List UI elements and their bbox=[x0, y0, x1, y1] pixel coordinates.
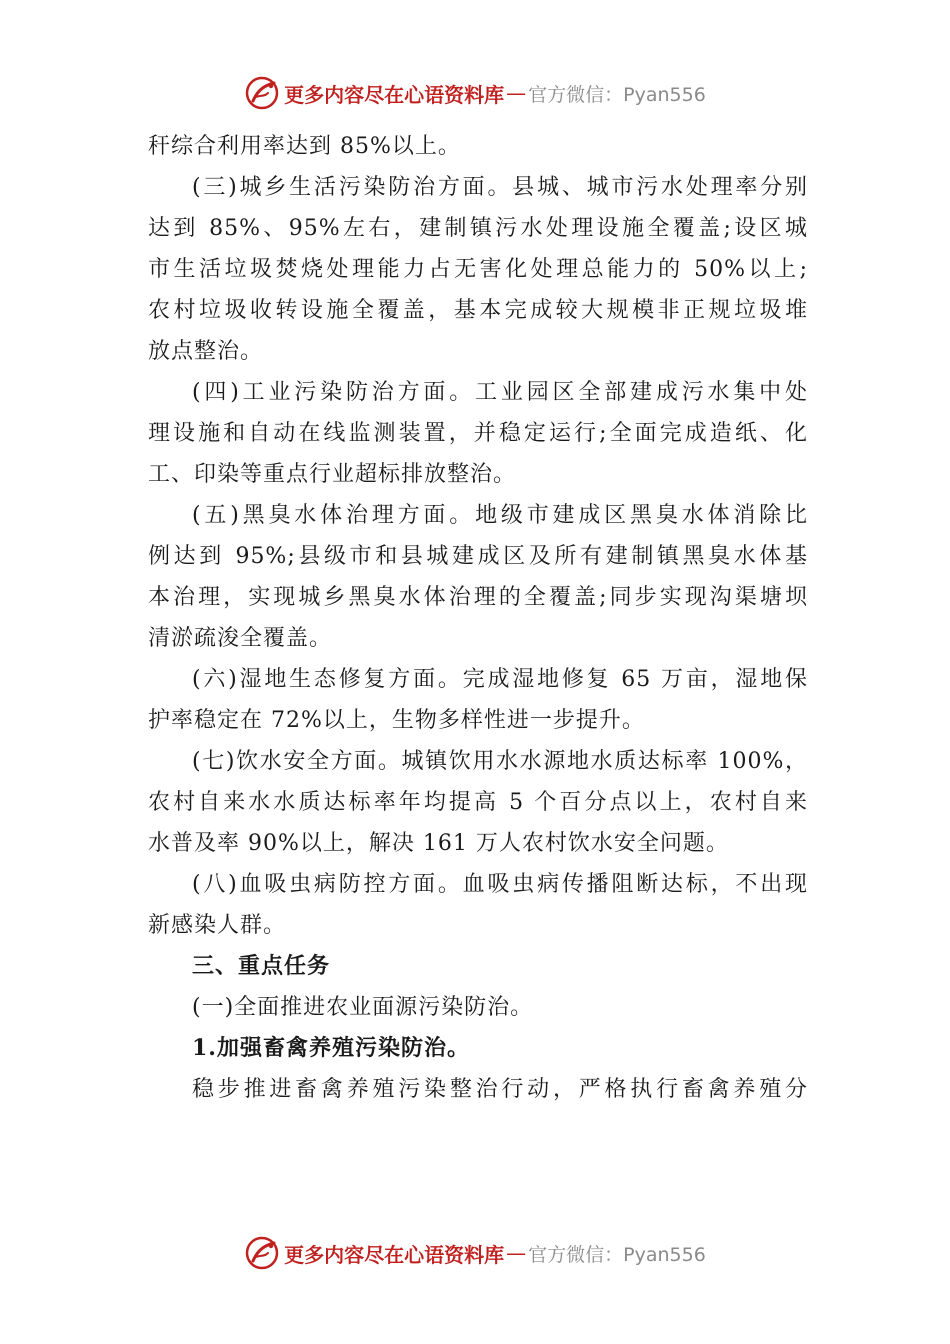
paragraph-line: 工、印染等重点行业超标排放整治。 bbox=[148, 462, 517, 487]
paragraph-line: (四)工业污染防治方面。工业园区全部建成污水集中处 bbox=[192, 380, 808, 405]
paragraph-line: 新感染人群。 bbox=[148, 913, 287, 938]
paragraph-line: (一)全面推进农业面源污染防治。 bbox=[192, 995, 534, 1020]
paragraph-line: (五)黑臭水体治理方面。地级市建成区黑臭水体消除比 bbox=[192, 503, 808, 528]
paragraph-line: 护率稳定在 72%以上，生物多样性进一步提升。 bbox=[148, 708, 645, 733]
paragraph-line: 农村自来水水质达标率年均提高 5 个百分点以上，农村自来 bbox=[148, 790, 808, 815]
banner-separator: — bbox=[506, 81, 527, 105]
banner-wechat-text: 官方微信：Pyan556 bbox=[528, 1243, 706, 1266]
logo-icon bbox=[244, 1235, 280, 1271]
section-heading-line: 三、重点任务 bbox=[192, 953, 331, 979]
paragraph-line: 例达到 95%;县级市和县城建成区及所有建制镇黑臭水体基 bbox=[148, 544, 808, 569]
paragraph-line: 农村垃圾收转设施全覆盖，基本完成较大规模非正规垃圾堆 bbox=[148, 298, 808, 323]
paragraph-line: (六)湿地生态修复方面。完成湿地修复 65 万亩，湿地保 bbox=[192, 667, 808, 692]
paragraph-line: (七)饮水安全方面。城镇饮用水水源地水质达标率 100%， bbox=[192, 749, 808, 774]
paragraph-line: (八)血吸虫病防控方面。血吸虫病传播阻断达标，不出现 bbox=[192, 872, 808, 897]
banner-separator: — bbox=[506, 1241, 527, 1265]
paragraph-line: 放点整治。 bbox=[148, 339, 264, 364]
paragraph-line: (三)城乡生活污染防治方面。县城、城市污水处理率分别 bbox=[192, 175, 808, 200]
banner-brand-text: 更多内容尽在心语资料库 bbox=[284, 82, 505, 107]
banner-brand-text: 更多内容尽在心语资料库 bbox=[284, 1242, 505, 1267]
paragraph-line: 本治理，实现城乡黑臭水体治理的全覆盖;同步实现沟渠塘坝 bbox=[148, 585, 808, 610]
paragraph-line: 理设施和自动在线监测装置，并稳定运行;全面完成造纸、化 bbox=[148, 421, 808, 446]
paragraph-line: 水普及率 90%以上，解决 161 万人农村饮水安全问题。 bbox=[148, 831, 729, 856]
paragraph-line: 秆综合利用率达到 85%以上。 bbox=[148, 134, 461, 159]
paragraph-line: 达到 85%、95%左右，建制镇污水处理设施全覆盖;设区城 bbox=[148, 216, 808, 241]
header-banner bbox=[0, 73, 950, 113]
banner-wechat-text: 官方微信：Pyan556 bbox=[528, 83, 706, 106]
footer-banner bbox=[0, 1233, 950, 1273]
paragraph-line: 市生活垃圾焚烧处理能力占无害化处理总能力的 50%以上; bbox=[148, 257, 808, 282]
document-body bbox=[148, 126, 808, 1110]
logo-icon bbox=[244, 75, 280, 111]
section-heading-line: 1.加强畜禽养殖污染防治。 bbox=[192, 1035, 470, 1061]
paragraph-line: 稳步推进畜禽养殖污染整治行动，严格执行畜禽养殖分 bbox=[192, 1077, 808, 1102]
paragraph-line: 清淤疏浚全覆盖。 bbox=[148, 626, 333, 651]
